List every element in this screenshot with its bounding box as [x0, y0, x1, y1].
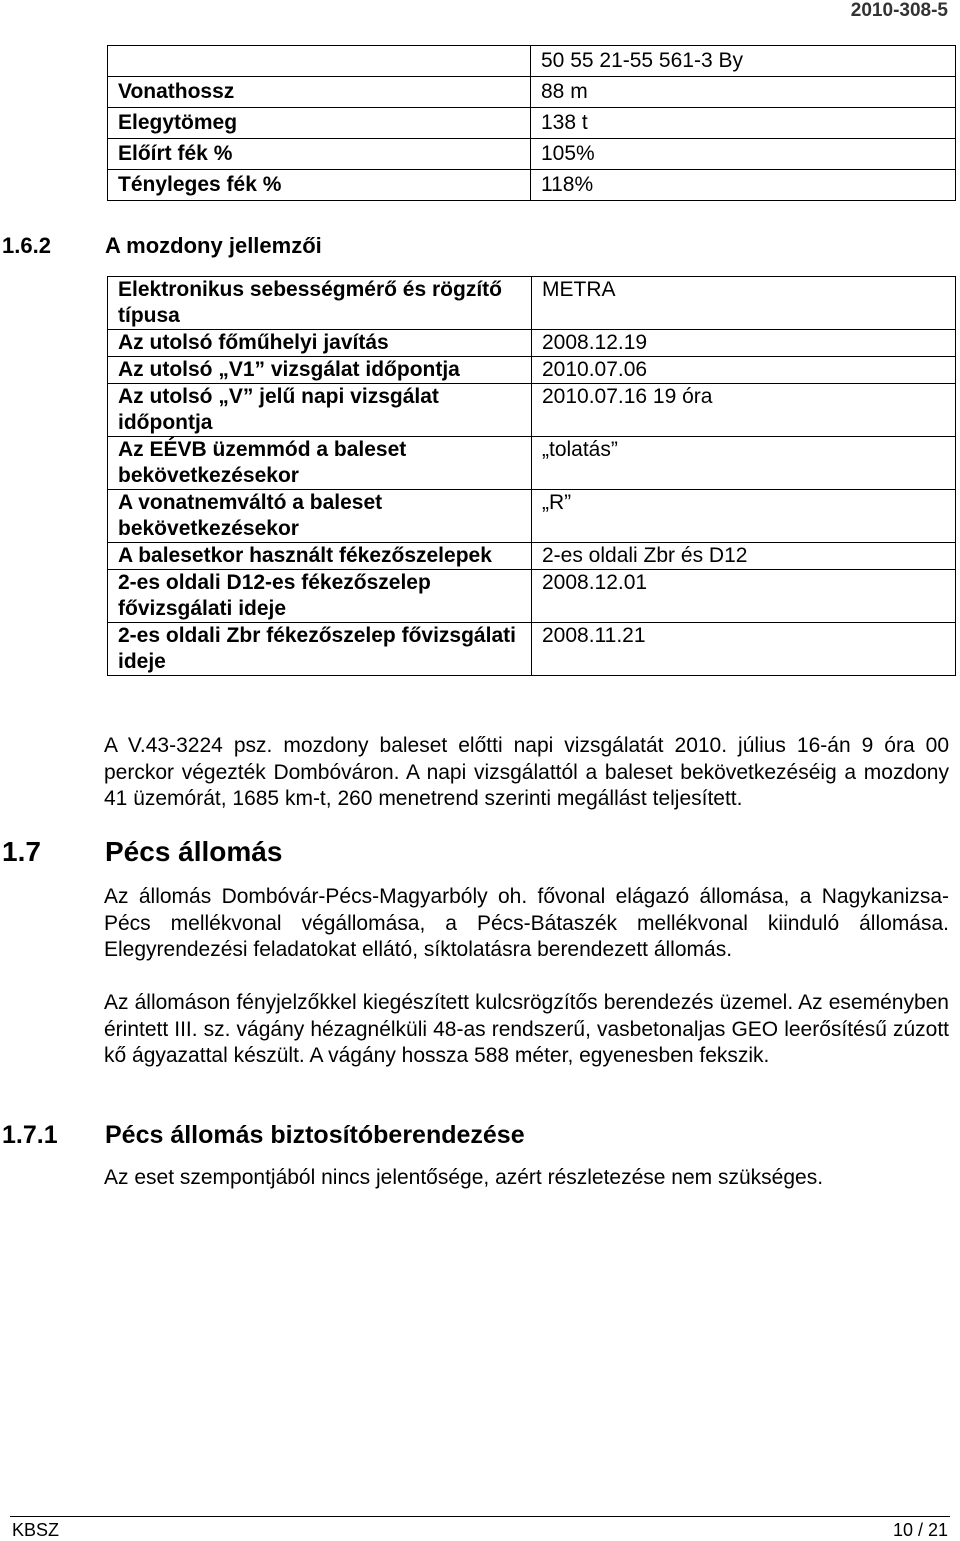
table-row [108, 543, 956, 570]
train-length-label: Vonathossz [108, 77, 531, 108]
train-mass-label: Elegytömeg [108, 108, 531, 139]
last-overhaul-label: Az utolsó főműhelyi javítás [108, 330, 532, 357]
last-v-inspection-label: Az utolsó „V” jelű napi vizsgálat időpontja [108, 384, 532, 437]
inspection-paragraph: A V.43-3224 psz. mozdony baleset előtti napi vizsgálatát 2010. július 16-án 9 óra 00 perckor végezték Dombóváron. A napi vizsgálattól a baleset bekövetkezéséig a mozdony 41 üzemórát, 1685 km-t, 260 menetrend szerinti megállást teljesített. [104, 734, 949, 810]
last-v1-inspection-label: Az utolsó „V1” vizsgálat időpontja [108, 357, 532, 384]
brake-valves-value: 2-es oldali Zbr és D12 [532, 543, 956, 570]
zbr-valve-inspection-label: 2-es oldali Zbr fékezőszelep fővizsgálati ideje [108, 623, 532, 676]
table-row [108, 570, 956, 623]
actual-brake-value: 118% [531, 170, 956, 201]
table-row [108, 623, 956, 676]
table-row [108, 170, 956, 201]
table-row [108, 139, 956, 170]
page-number: 10 / 21 [892, 1520, 948, 1540]
speed-recorder-value: METRA [532, 277, 956, 330]
speed-recorder-label: Elektronikus sebességmérő és rögzítő típusa [108, 277, 532, 330]
section-heading-1-7 [2, 836, 283, 868]
table-row [108, 437, 956, 490]
footer-divider [10, 1516, 950, 1517]
table-row [108, 46, 956, 77]
actual-brake-label: Tényleges fék % [108, 170, 531, 201]
table-row [108, 330, 956, 357]
section-heading-1-7-1 [2, 1121, 525, 1150]
brake-valves-label: A balesetkor használt fékezőszelepek [108, 543, 532, 570]
section-number: 1.7 [2, 836, 41, 867]
required-brake-label: Előírt fék % [108, 139, 531, 170]
eevb-mode-value: „tolatás” [532, 437, 956, 490]
section-title: Pécs állomás biztosítóberendezése [105, 1121, 525, 1149]
locomotive-data-table [107, 276, 956, 676]
document-id: 2010-308-5 [850, 0, 948, 21]
table-row [108, 277, 956, 330]
station-paragraph-2: Az állomáson fényjelzőkkel kiegészített kulcsrögzítős berendezés üzemel. Az eseményben érintett III. sz. vágány hézagnélküli 48-as rendszerű, vasbetonaljas GEO leerősítésű zúzott kő ágyazattal készült. A vágány hossza 588 méter, egyenesben fekszik. [104, 991, 949, 1067]
d12-valve-inspection-label: 2-es oldali D12-es fékezőszelep fővizsgálati ideje [108, 570, 532, 623]
section-number: 1.7.1 [2, 1121, 58, 1149]
station-paragraph-1: Az állomás Dombóvár-Pécs-Magyarbóly oh. fővonal elágazó állomása, a Nagykanizsa-Pécs mellékvonal végállomása, a Pécs-Bátaszék mellékvonal kiinduló állomása. Elegyrendezési feladatokat ellátó, síktolatásra berendezett állomás. [104, 885, 949, 961]
table-row [108, 490, 956, 543]
train-data-table [107, 45, 956, 201]
footer-org: KBSZ [12, 1520, 60, 1540]
section-title: A mozdony jellemzői [105, 233, 322, 258]
train-mass-value: 138 t [531, 108, 956, 139]
required-brake-value: 105% [531, 139, 956, 170]
table-row [108, 384, 956, 437]
eevb-mode-label: Az EÉVB üzemmód a baleset bekövetkezésekor [108, 437, 532, 490]
section-heading-1-6-2 [2, 233, 322, 259]
zbr-valve-inspection-value: 2008.11.21 [532, 623, 956, 676]
section-number: 1.6.2 [2, 233, 51, 258]
train-length-value: 88 m [531, 77, 956, 108]
last-v1-inspection-value: 2010.07.06 [532, 357, 956, 384]
last-overhaul-value: 2008.12.19 [532, 330, 956, 357]
train-type-switch-label: A vonatnemváltó a baleset bekövetkezésekor [108, 490, 532, 543]
train-id-cell: 50 55 21-55 561-3 By [531, 46, 956, 77]
table-row [108, 77, 956, 108]
table-row [108, 108, 956, 139]
last-v-inspection-value: 2010.07.16 19 óra [532, 384, 956, 437]
table-row [108, 357, 956, 384]
table-cell-empty [108, 46, 531, 77]
d12-valve-inspection-value: 2008.12.01 [532, 570, 956, 623]
safety-paragraph: Az eset szempontjából nincs jelentősége, azért részletezése nem szükséges. [104, 1166, 824, 1189]
train-type-switch-value: „R” [532, 490, 956, 543]
section-title: Pécs állomás [105, 836, 283, 867]
